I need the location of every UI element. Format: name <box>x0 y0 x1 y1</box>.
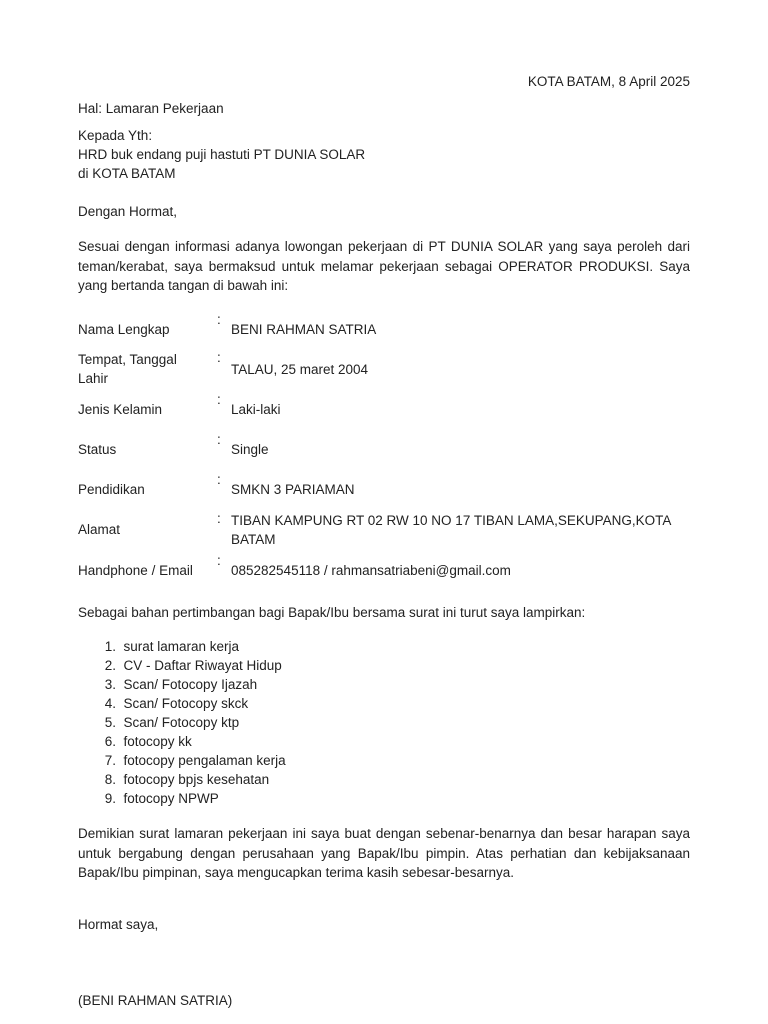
list-text: Scan/ Fotocopy Ijazah <box>123 677 258 692</box>
detail-colon: : <box>217 432 221 447</box>
list-item <box>78 751 286 770</box>
detail-label: Handphone / Email <box>78 563 193 578</box>
list-text: CV - Daftar Riwayat Hidup <box>123 658 282 673</box>
list-number: 4. <box>104 696 116 711</box>
recipient-line: HRD buk endang puji hastuti PT DUNIA SOLAR <box>78 147 366 162</box>
detail-label: Status <box>78 442 117 457</box>
list-text: Scan/ Fotocopy ktp <box>123 715 240 730</box>
list-text: Scan/ Fotocopy skck <box>123 696 249 711</box>
list-number: 7. <box>104 753 116 768</box>
detail-colon: : <box>217 392 221 407</box>
list-number: 8. <box>104 772 116 787</box>
list-item <box>78 713 286 732</box>
recipient-line: Kepada Yth: <box>78 128 153 143</box>
letter-subject: Hal: Lamaran Pekerjaan <box>78 101 224 116</box>
list-number: 9. <box>104 791 116 806</box>
detail-label: Nama Lengkap <box>78 322 170 337</box>
list-number: 1. <box>104 639 116 654</box>
list-item <box>78 789 286 808</box>
detail-colon: : <box>217 553 221 568</box>
list-text: surat lamaran kerja <box>123 639 240 654</box>
list-text: fotocopy bpjs kesehatan <box>123 772 270 787</box>
detail-label: Pendidikan <box>78 482 145 497</box>
detail-label: Alamat <box>78 522 121 537</box>
list-text: fotocopy pengalaman kerja <box>123 753 286 768</box>
attachments-list <box>78 637 286 808</box>
list-item <box>78 637 286 656</box>
detail-value: BENI RAHMAN SATRIA <box>231 322 377 337</box>
detail-value: 085282545118 / rahmansatriabeni@gmail.com <box>231 563 511 578</box>
closing-salutation: Hormat saya, <box>78 917 159 932</box>
list-text: fotocopy kk <box>123 734 192 749</box>
list-number: 2. <box>104 658 116 673</box>
list-item <box>78 732 286 751</box>
detail-value: Single <box>231 442 269 457</box>
list-item <box>78 675 286 694</box>
list-item <box>78 770 286 789</box>
detail-value: Laki-laki <box>231 402 281 417</box>
intro-paragraph: Sesuai dengan informasi adanya lowongan pekerjaan di PT DUNIA SOLAR yang saya peroleh dari teman/kerabat, saya bermaksud untuk melamar pekerjaan sebagai OPERATOR PRODUKSI. Saya yang bertanda tangan di bawah ini: <box>78 239 690 293</box>
recipient-line: di KOTA BATAM <box>78 166 176 181</box>
letter-date: KOTA BATAM, 8 April 2025 <box>527 74 690 89</box>
greeting: Dengan Hormat, <box>78 204 178 219</box>
attachments-intro: Sebagai bahan pertimbangan bagi Bapak/Ibu bersama surat ini turut saya lampirkan: <box>78 605 586 620</box>
signature-name: (BENI RAHMAN SATRIA) <box>78 993 233 1008</box>
list-text: fotocopy NPWP <box>123 791 219 806</box>
detail-colon: : <box>217 511 221 526</box>
detail-colon: : <box>217 312 221 327</box>
list-number: 5. <box>104 715 116 730</box>
detail-label: Tempat, Tanggal Lahir <box>78 352 177 386</box>
list-number: 3. <box>104 677 116 692</box>
closing-paragraph: Demikian surat lamaran pekerjaan ini saya buat dengan sebenar-benarnya dan besar harapan saya untuk bergabung dengan perusahaan yang Bapak/Ibu pimpin. Atas perhatian dan kebijaksanaan Bapak/Ibu pimpinan, saya mengucapkan terima kasih sebesar-besarnya. <box>78 826 690 880</box>
detail-colon: : <box>217 350 221 365</box>
detail-value: TIBAN KAMPUNG RT 02 RW 10 NO 17 TIBAN LAMA,SEKUPANG,KOTA BATAM <box>231 513 671 547</box>
list-number: 6. <box>104 734 116 749</box>
detail-value: SMKN 3 PARIAMAN <box>231 482 355 497</box>
detail-colon: : <box>217 472 221 487</box>
detail-label: Jenis Kelamin <box>78 402 163 417</box>
list-item <box>78 694 286 713</box>
detail-value: TALAU, 25 maret 2004 <box>231 362 369 377</box>
list-item <box>78 656 286 675</box>
